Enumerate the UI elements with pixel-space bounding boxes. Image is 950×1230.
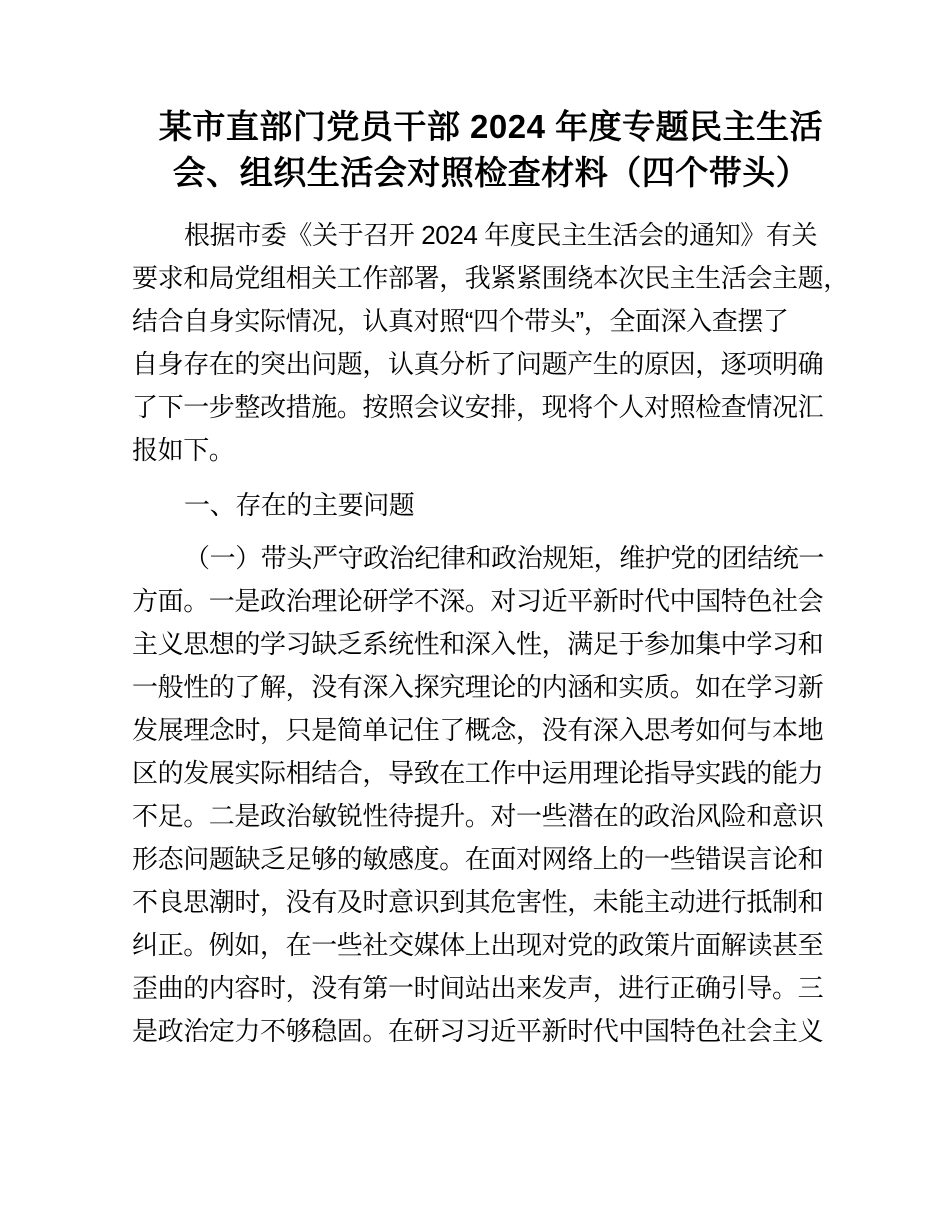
paragraph-line: 结合自身实际情况，认真对照“四个带头”，全面深入查摆了 (132, 306, 789, 336)
paragraph-line: 要求和局党组相关工作部署，我紧紧围绕本次民主生活会主题， (132, 263, 849, 293)
paragraph-line: 不足。二是政治敏锐性待提升。对一些潜在的政治风险和意识 (132, 801, 824, 831)
document-body (132, 214, 850, 1053)
paragraph-line: （一）带头严守政治纪律和政治规矩，维护党的团结统一 (184, 543, 825, 573)
heading-line: 一、存在的主要问题 (184, 490, 415, 520)
document-title-line-2: 会、组织生活会对照检查材料（四个带头） (172, 154, 810, 191)
paragraph-line: 歪曲的内容时，没有第一时间站出来发声，进行正确引导。三 (132, 973, 824, 1003)
paragraph-line: 形态问题缺乏足够的敏感度。在面对网络上的一些错误言论和 (132, 844, 824, 874)
paragraph-line: 发展理念时，只是简单记住了概念，没有深入思考如何与本地 (132, 715, 824, 745)
document-title (132, 104, 850, 196)
paragraph-block (132, 214, 850, 472)
paragraph-line: 方面。一是政治理论研学不深。对习近平新时代中国特色社会 (132, 586, 824, 616)
heading-block (132, 484, 850, 527)
document-title-line-1: 某市直部门党员干部 2024 年度专题民主生活 (158, 108, 824, 145)
paragraph-block (132, 537, 850, 1053)
paragraph-line: 了下一步整改措施。按照会议安排，现将个人对照检查情况汇 (132, 392, 824, 422)
paragraph-line: 报如下。 (132, 435, 235, 465)
paragraph-line: 区的发展实际相结合，导致在工作中运用理论指导实践的能力 (132, 758, 824, 788)
paragraph-line: 一般性的了解，没有深入探究理论的内涵和实质。如在学习新 (132, 672, 824, 702)
paragraph-line: 不良思潮时，没有及时意识到其危害性，未能主动进行抵制和 (132, 887, 824, 917)
paragraph-line: 自身存在的突出问题，认真分析了问题产生的原因，逐项明确 (132, 349, 824, 379)
paragraph-line: 是政治定力不够稳固。在研习习近平新时代中国特色社会主义 (132, 1016, 824, 1046)
paragraph-line: 根据市委《关于召开 2024 年度民主生活会的通知》有关 (184, 220, 818, 250)
paragraph-line: 主义思想的学习缺乏系统性和深入性，满足于参加集中学习和 (132, 629, 824, 659)
paragraph-line: 纠正。例如，在一些社交媒体上出现对党的政策片面解读甚至 (132, 930, 824, 960)
